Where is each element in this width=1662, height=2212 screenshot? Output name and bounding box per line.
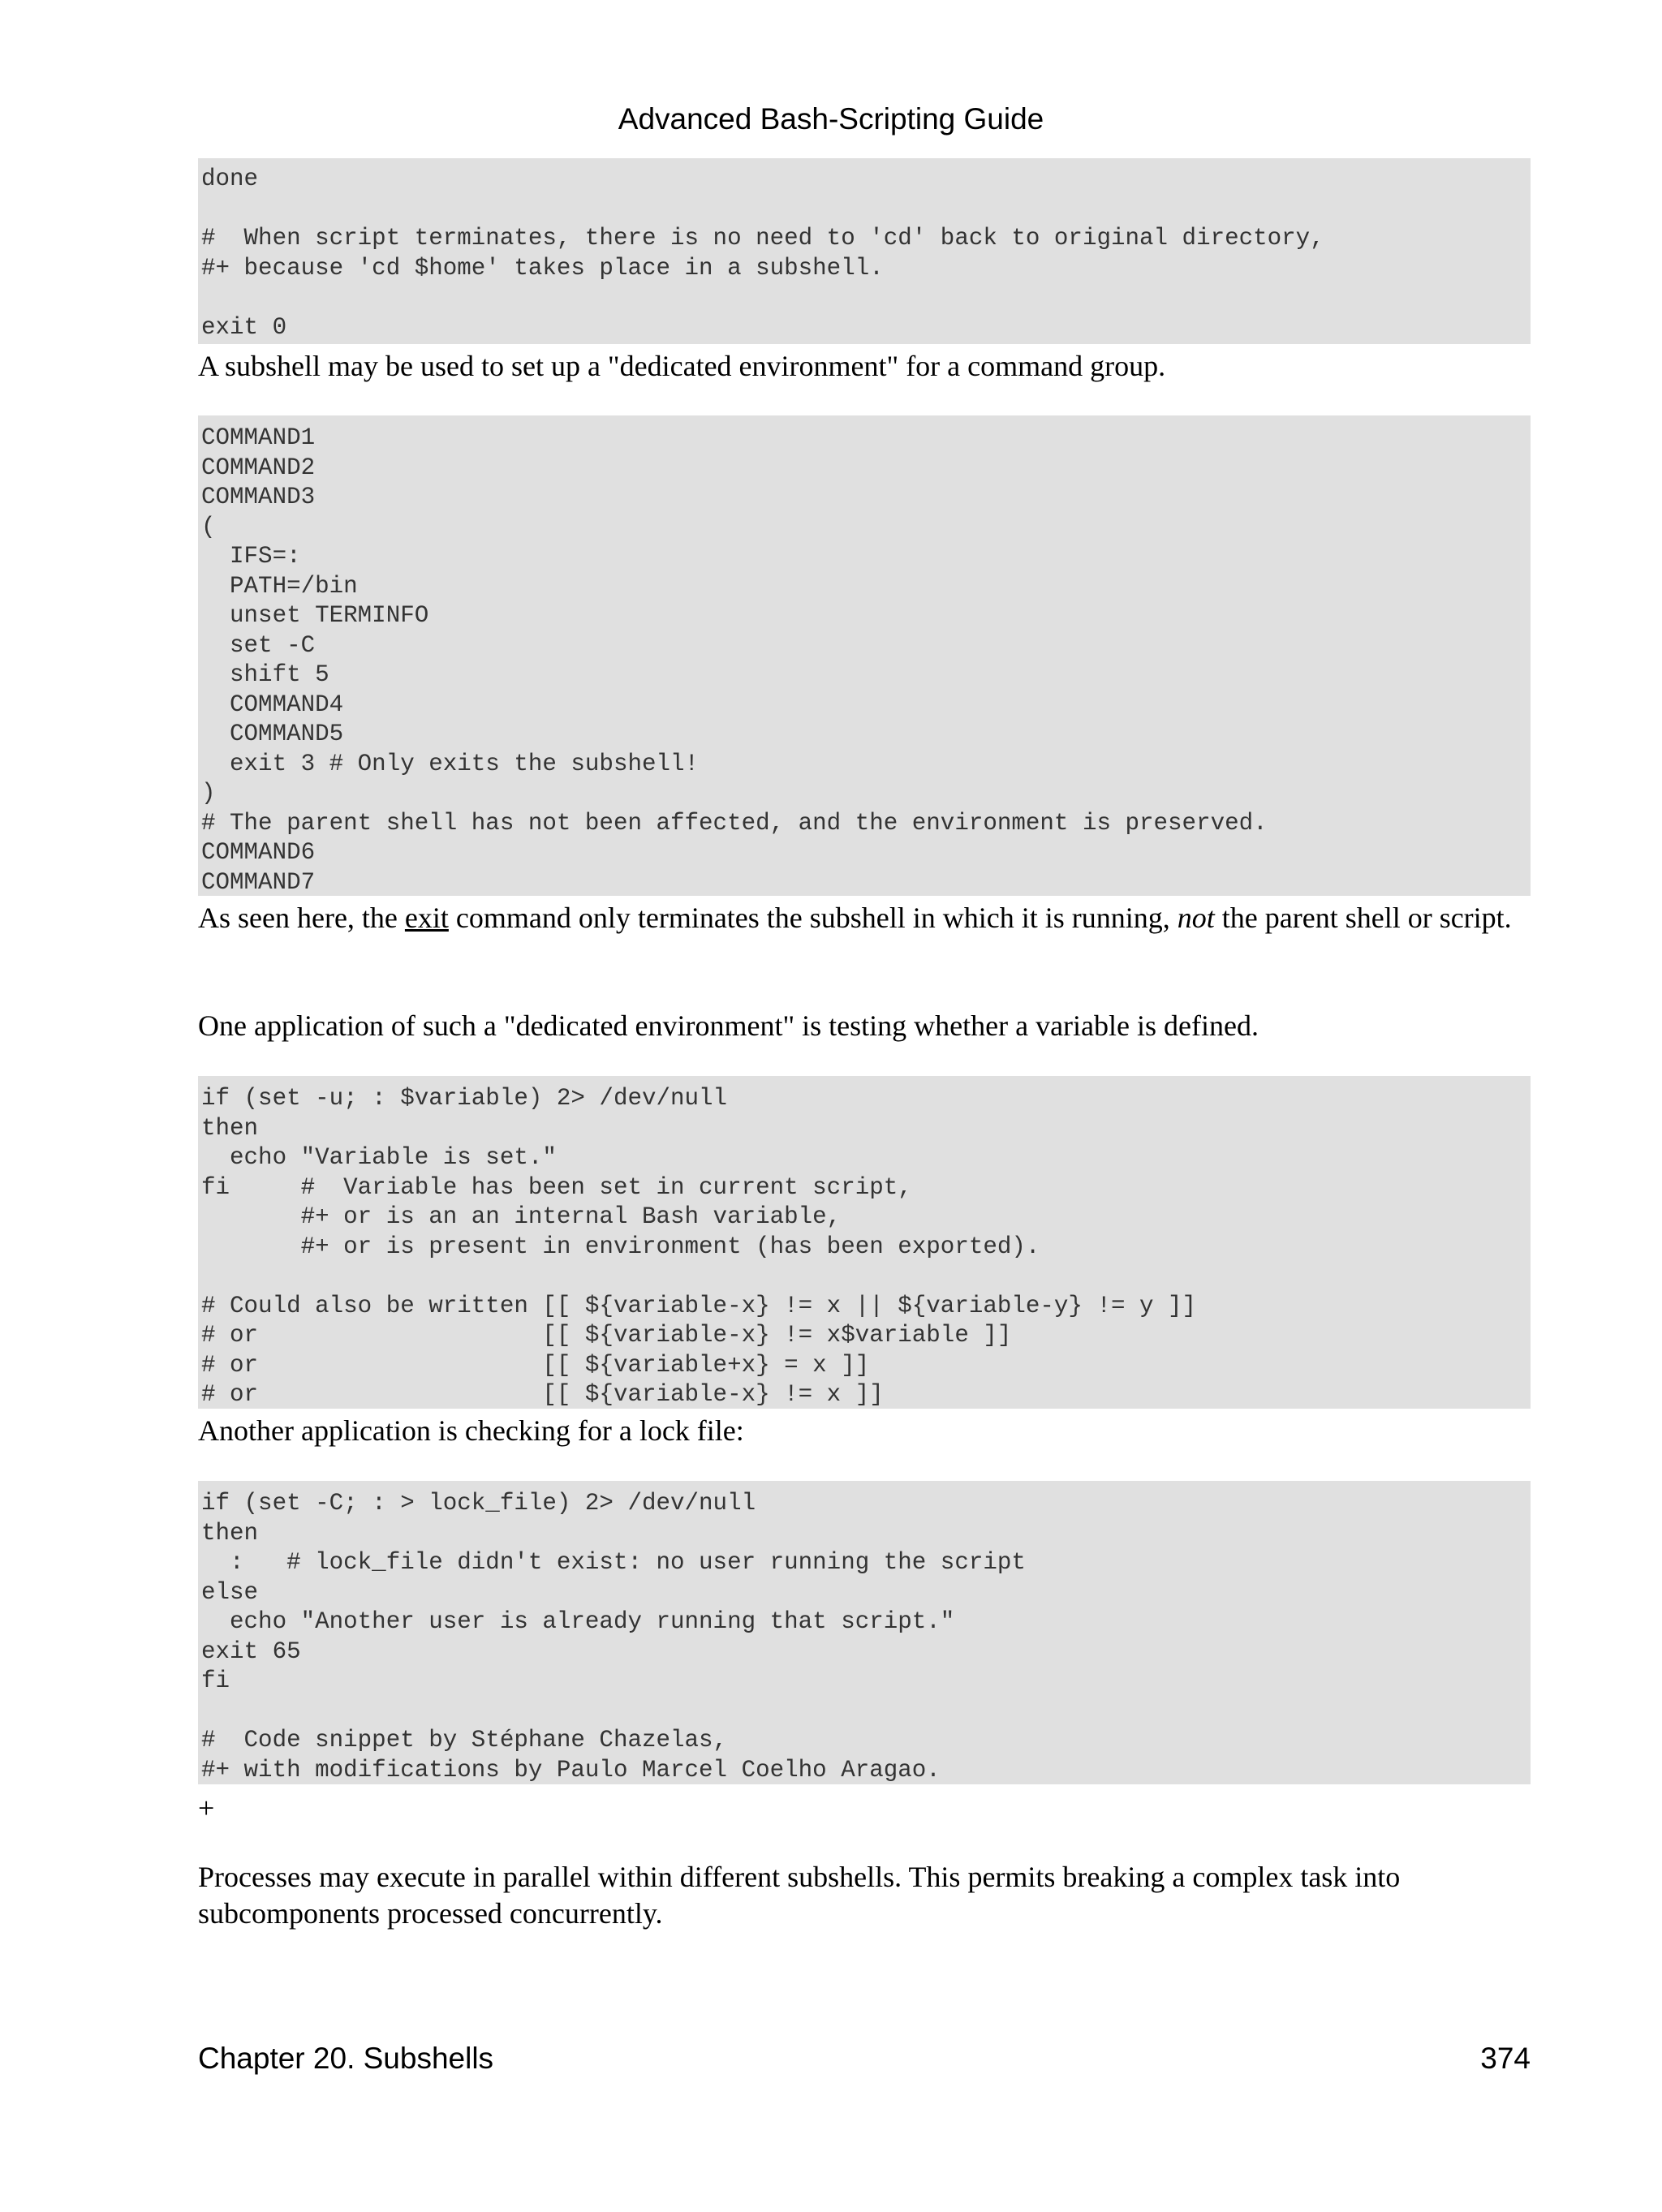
footer-chapter: Chapter 20. Subshells xyxy=(198,2042,494,2075)
exit-link[interactable]: exit xyxy=(404,902,449,934)
code-block-variable-test: if (set -u; : $variable) 2> /dev/null then echo "Variable is set." fi # Variable has been set in current script, #+ or is an an internal Bash variable, #+ or is present in environment (has been exported). # Could also be written [[ ${variable-x} != x || ${variable-y} != y ]] # or [[ ${variable-x} != x$variable ]] # or [[ ${variable+x} = x ]] # or [[ ${variable-x} != x ]] xyxy=(198,1076,1531,1409)
page-header: Advanced Bash-Scripting Guide xyxy=(618,102,1044,136)
footer-page-number: 374 xyxy=(1480,2042,1531,2075)
paragraph-parallel-processes: Processes may execute in parallel within different subshells. This permits breaking a complex task into subcomponents processed concurrently. xyxy=(198,1861,1401,1930)
paragraph-exit-emphasis: not xyxy=(1177,902,1215,934)
paragraph-lock-file: Another application is checking for a lock file: xyxy=(198,1414,744,1447)
paragraph-exit-after: the parent shell or script. xyxy=(1214,902,1512,934)
paragraph-exit-before: As seen here, the xyxy=(198,902,405,934)
paragraph-variable-defined: One application of such a "dedicated environment" is testing whether a variable is defined. xyxy=(198,1009,1259,1042)
code-block-exit: done # When script terminates, there is no need to 'cd' back to original directory, #+ because 'cd $home' takes place in a subshell. exit 0 xyxy=(198,158,1531,344)
paragraph-dedicated-environment: A subshell may be used to set up a "dedicated environment" for a command group. xyxy=(198,350,1166,382)
code-block-lock-file: if (set -C; : > lock_file) 2> /dev/null then : # lock_file didn't exist: no user running the script else echo "Another user is already running that script." exit 65 fi # Code snippet by Stéphane Chazelas, #+ with modifications by Paulo Marcel Coelho Aragao. xyxy=(198,1481,1531,1784)
paragraph-exit-middle: command only terminates the subshell in which it is running, xyxy=(448,902,1178,934)
paragraph-plus: + xyxy=(198,1792,215,1824)
code-block-command-group: COMMAND1 COMMAND2 COMMAND3 ( IFS=: PATH=/bin unset TERMINFO set -C shift 5 COMMAND4 COMMAND5 exit 3 # Only exits the subshell! ) # The parent shell has not been affected, and the environment is preserved. COMMAND6 COMMAND7 xyxy=(198,415,1531,896)
paragraph-exit-command xyxy=(198,900,1531,936)
